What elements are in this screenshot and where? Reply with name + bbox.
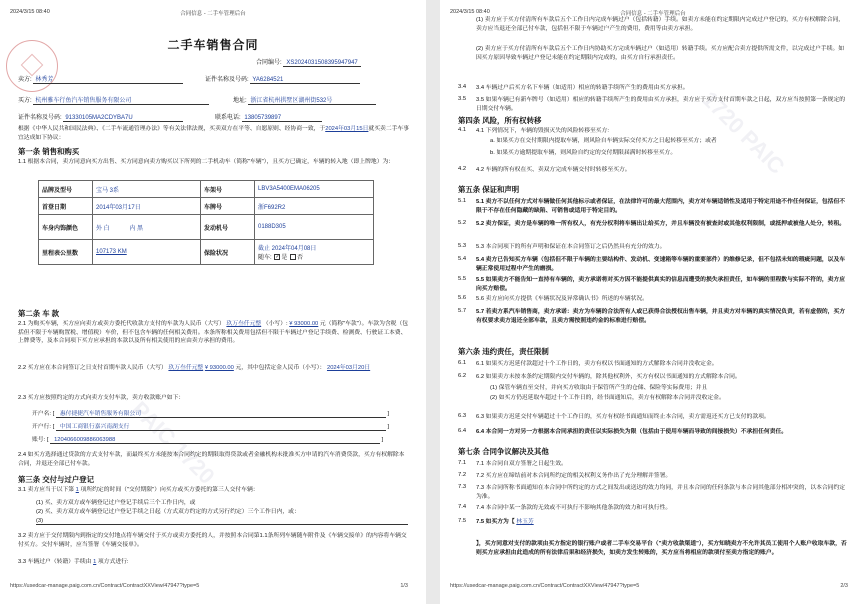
clause-3-5-num: 3.5 [458, 96, 467, 102]
clause-3-1-option-1: (1) 买、卖方双方或车辆登记过户登记手续后三个工作日内，或 [36, 500, 196, 506]
clause-6-2-a: (1) 保管车辆直至交付，并向买方收取由于保管所产生的仓储、保险等实际费用；并且 [490, 385, 708, 391]
clause-7-5-text: 7.5 如买方为【 [476, 519, 515, 525]
buyer-label: 买方: [18, 98, 32, 104]
buyer-id-label: 证件名称及号码: [18, 115, 62, 121]
clause-6-3-num: 6.3 [458, 413, 467, 419]
seller-id: YA6284521 [250, 77, 360, 84]
clause-6-4: 6.4 本合同一方对另一方根据本合同承担的责任以实际损失为限（包括由于使用车辆而导致的间接损失）不承担任何责任。 [476, 429, 788, 435]
clause-4-1-b: b. 如果买方逾期提取车辆，则风险自约定的交付期限届满时转移至买方。 [490, 150, 677, 156]
clause-2-4: 2.4 如买方选择通过贷款的方式支付车款，而最终买方未能按本合同约定的期限取得贷款或者金融机构未批准买方申请的汽车消费贷款，买方有权解除本合同，并退还全部已付车款。 [18, 452, 405, 467]
clause-5-5-num: 5.5 [458, 276, 467, 282]
insurance-yes-label: 是 [281, 255, 288, 261]
reg-date-value: 2014年03月17日 [93, 198, 201, 215]
contract-number: XS2024031508395947947 [283, 60, 360, 67]
seller-label: 卖方: [18, 77, 32, 83]
clause-7-5-name: 林玉芳 [516, 519, 534, 525]
clause-5-4: 5.4 卖方已告知买方车辆（包括但不限于车辆的主要结构件、发动机、变速箱等车辆的重要部件）的维修记录，但不包括未知的瑕疵问题，以及车辆正常使用过程中产生的磨损。 [476, 257, 846, 272]
clause-4-1-num: 4.1 [458, 127, 467, 133]
interior-color: 内 黑 [129, 225, 144, 232]
bank-account-name-row: 开户名: [ 惠付捷捷汽车销售服务有限公司 ] [32, 408, 389, 418]
clause-4-2: 4.2 车辆的所有权在买、卖双方完成车辆交付时转移至买方。 [476, 167, 631, 173]
clause-7-1: 7.1 本合同自双方签署之日起生效。 [476, 461, 567, 467]
clause-1-1: 1.1 根据本合同，卖方同意向买方出售、买方同意向卖方购买以下所列的二手机动车（简称"车辆"），且买方已确定，车辆的转入地（即上牌地）为： [18, 159, 395, 165]
reg-date-label: 首登日期 [39, 198, 93, 215]
clause-4-2-num: 4.2 [458, 166, 467, 172]
clause-2-1-amount-label: （小写）: [262, 321, 288, 327]
section-7-title: 第七条 合同争议解决及其他 [458, 447, 549, 456]
seller-row [18, 74, 360, 84]
contract-number-label: 合同编号: [256, 60, 282, 66]
section-4-title: 第四条 风险，所有权转移 [458, 116, 542, 125]
clause-3-4: 3.4 车辆过户后买方名下车辆（如适用）相应的转籍手续所产生的费用由买方承担。 [476, 85, 689, 91]
clause-3-2: 3.2 卖方应于交付期限内到指定的交付地点将车辆交付于买方或卖方委托的人，并按照本合同第1.1条所列车辆随车附件及《车辆交接单》的内容将车辆交付买方。交付车辆时，应当签署《车辆交接单》。 [18, 533, 407, 548]
clause-5-3-num: 5.3 [458, 243, 467, 249]
clause-6-1-num: 6.1 [458, 360, 467, 366]
clause-6-2-b: (2) 如买方仍迟延取车超过十个工作日的，经书面通知后，卖方有权解除本合同并没收定金。 [490, 395, 725, 401]
clause-2-1-rest: 元（简称"车款"）。车款为含税（包括但不限于车辆购置税、增值税）车价，但不包含车辆的任何相关费用。本条所称相关费用包括但不限于车辆过户登记手续费、检测费、行驶证工本费、上牌费等，及本合同项下买方应承担的本款以及所有相关使用的应由卖方承担的费用。 [18, 321, 409, 345]
clause-6-1: 6.1 如果买方迟延付款超过十个工作日的，卖方有权以书面通知的方式解除本合同并没收定金。 [476, 361, 718, 367]
section-5-title: 第五条 保证和声明 [458, 185, 520, 194]
clause-6-3: 6.3 如果卖方迟延交付车辆超过十个工作日的，买方有权经书面通知而终止本合同，卖方需返还买方已支付的款项。 [476, 414, 770, 420]
intro-date: 2024年03月15日 [325, 126, 369, 132]
mileage-value: 107173 KM [93, 240, 201, 265]
clause-5-2: 5.2 卖方保证，卖方是车辆的唯一所有权人，有充分权利将车辆出让给买方，并且车辆没有被查封或其他权利限制，或抵押或被他人处分，转租。 [476, 221, 846, 227]
clause-7-5-rest: 】，买方同意对支付的款项由买方指定的银行账户或者二手车交易平台（"卖方收款渠道"），买方知晓卖方不允许其员工使用个人账户收取车款，否则买方应承担由此造成的所有法律后果和经济损失，如卖方发生转账的，买方应当将相应的款项付至卖方指定的账户。 [476, 541, 847, 556]
mileage-label: 里程表公里数 [39, 240, 93, 265]
intro-paragraph [18, 125, 410, 142]
contract-page-2 [440, 0, 866, 604]
header-date: 2024/3/15 08:40 [10, 9, 50, 15]
clause-2-1-amount: ¥ 93000.00 [289, 321, 319, 327]
insurance-no-checkbox[interactable] [290, 254, 296, 260]
insurance-yes-checkbox[interactable]: ✓ [275, 254, 280, 261]
insurance-expire: 截止 2024年04月08日 [258, 246, 317, 252]
bank-label: 开户行: [32, 424, 52, 430]
clause-2-1 [18, 320, 410, 346]
section-1-title: 第一条 销售和购买 [18, 147, 80, 156]
clause-3-3-text: 3.3 车辆过户（转籍）手续由 [18, 559, 92, 565]
clause-4-1: 4.1 下列情况下，车辆的毁损灭失的风险转移至买方: [476, 128, 610, 134]
clause-6-4-num: 6.4 [458, 428, 467, 434]
contract-page-1 [0, 0, 426, 604]
clause-3-5: 3.5 如果车辆已有新车牌号（如适用）相应的转籍手续所产生的费用由买方承担，卖方应于买方支付首期车款之日起，双方应当按照第一条规定的日期交付车辆。 [476, 97, 846, 112]
insurance-value [255, 240, 374, 265]
page-gap [426, 0, 440, 604]
clause-5-3: 5.3 本合同项下的所有声明和保证在本合同签订之后仍然具有充分的效力。 [476, 244, 666, 250]
insurance-no-label: 否 [297, 255, 304, 261]
brand-label: 品牌及型号 [39, 181, 93, 198]
engine-label: 发动机号 [201, 215, 255, 240]
buyer-id-row [18, 112, 322, 122]
insurance-with-car [258, 252, 370, 261]
header-title: 合同信息 - 二手车管理后台 [180, 11, 246, 17]
bank-name: 中国工商银行嘉兴南湖支行 [56, 421, 386, 431]
bank-account-label: 账号: [32, 437, 46, 443]
buyer-name: 杭州雅车行鱼汽车销售服务有限公司 [33, 95, 209, 105]
clause-5-5: 5.5 如果卖方不能告知一直持有车辆的，卖方承诺将对买方因不能提供真实的信息而遭受的损失承担责任，如车辆的里程数与实际不符的，卖方应向买方赔偿。 [476, 277, 846, 292]
color-label: 车身内饰颜色 [39, 215, 93, 240]
bank-account-number: 1204066009886063988 [50, 437, 380, 444]
watermark: 1720 PAIC [697, 86, 790, 179]
clause-3-1-option-3: (3) [36, 518, 408, 525]
footer-url: https://usedcar-manage.paig.com.cn/Contract/ContractXXView/47947?type=5 [450, 583, 640, 589]
clause-2-2-rest: 元，其中包括定金人民币（小写）： [235, 365, 326, 371]
seller-name: 林秀芳 [33, 74, 183, 84]
clause-2-1-text: 2.1 为购买车辆，买方应向卖方或卖方委托代收款方支付的车款为人民币（大写） [18, 321, 225, 327]
bank-account-name: 惠付捷捷汽车销售服务有限公司 [56, 408, 386, 418]
clause-3-3-option-2: (2) 卖方应于买方付清所有车款后五个工作日内协助买方完成车辆过户（如适用）转籍手续。买方应配合卖方提供所需文件，以完成过户手续。如因买方原因导致车辆过户登记未能在约定期限内完成的，由买方自行承担责任。 [476, 46, 845, 61]
clause-2-2-amount-cn: 玖万叁仟元整 [168, 365, 204, 371]
insurance-label: 保险状况 [201, 240, 255, 265]
contract-number-row [256, 57, 361, 66]
clause-3-3-rest: 项方式进行: [97, 559, 129, 565]
engine-value: 0188D305 [255, 215, 374, 240]
clause-5-1: 5.1 卖方不以任何方式对车辆做任何其他标示或者保证，在法律许可的最大范围内，卖方对车辆适销性及适用于特定用途不作任何保证，包括但不限于不存在任何隐藏的缺陷、可销售或适用于特定目的。 [476, 199, 846, 214]
header-date: 2024/3/15 08:40 [450, 9, 490, 15]
clause-2-2-date: 2024年03月20日 [326, 365, 371, 371]
intro-end: 就买卖二手车事宜达成如下协议： [18, 126, 410, 141]
brand-value: 宝马 3系 [93, 181, 201, 198]
bank-account-row: 账号: [ 1204066009886063988 ] [32, 437, 384, 443]
clause-2-1-amount-cn: 玖万叁仟元整 [226, 321, 262, 327]
section-6-title: 第六条 违约责任，责任限制 [458, 347, 549, 356]
address-label: 地址: [233, 98, 247, 104]
clause-7-5-num: 7.5 [458, 518, 467, 524]
clause-2-2 [18, 364, 410, 373]
insurance-with-label: 随车: [258, 255, 272, 261]
clause-4-1-a: a. 如果买方在交付期限内提取车辆，则风险自车辆实际交付买方之日起转移至买方；或者 [490, 138, 717, 144]
seller-id-label: 证件名称及号码: [205, 77, 249, 83]
clause-7-2: 7.2 买方应在缔结前对本合同所约定的相关权利义务作出了充分理解并签署。 [476, 473, 672, 479]
plate-label: 车牌号 [201, 198, 255, 215]
clause-7-3-num: 7.3 [458, 484, 467, 490]
clause-2-3: 2.3 买方应按照约定的方式向卖方支付车款，卖方收款账户如下： [18, 395, 185, 401]
clause-3-1-option-2: (2) 买、卖方双方或车辆登记过户登记手续之日起（方式双方约定的方式另行约定）三个工作日内，或： [36, 509, 300, 515]
clause-5-4-num: 5.4 [458, 256, 467, 262]
clause-3-1-value: 1 [75, 487, 79, 493]
exterior-color: 外 白 [96, 225, 110, 232]
clause-5-7: 5.7 若卖方系汽车销售商，卖方承诺：卖方为车辆的合法所有人或已获得合法授权出售车辆，并且卖方对车辆的真实情况负责，若有虚假的，买方有权要求卖方退还全部车款，且卖方需按照违约金的标准进行赔偿。 [476, 309, 846, 324]
vin-label: 车架号 [201, 181, 255, 198]
header-title: 合同信息 - 二手车管理后台 [620, 11, 686, 17]
clause-2-2-text: 2.2 买方应在本合同签订之日支付首期车款人民币（大写） [18, 365, 167, 371]
clause-5-6: 5.6 卖方应向买方提供《车辆状况及异常确认书》所述的车辆状况。 [476, 296, 648, 302]
clause-3-1-text: 3.1 卖方应当于以下第 [18, 487, 75, 493]
clause-6-2: 6.2 如果卖方未按本条约定期限内交付车辆的，除其他权利外，买方有权以书面通知的方式解除本合同。 [476, 374, 741, 380]
clause-2-2-amount: ¥ 93000.00 [204, 365, 234, 371]
vin-value: LBV3A5400EMA06205 [255, 181, 374, 198]
footer-page-number: 2/3 [840, 583, 848, 589]
clause-7-4: 7.4 本合同中某一条款的无效或不可执行不影响其他条款的效力和可执行性。 [476, 505, 672, 511]
clause-3-1 [18, 486, 410, 495]
clause-5-1-num: 5.1 [458, 198, 467, 204]
footer-page-number: 1/3 [400, 583, 408, 589]
clause-5-2-num: 5.2 [458, 220, 467, 226]
buyer-address: 浙江省杭州拱墅区湖州街532号 [248, 95, 376, 105]
phone-label: 联系电话: [215, 115, 241, 121]
clause-3-3 [18, 558, 410, 567]
document-title: 二手车销售合同 [167, 38, 259, 52]
phone: 13805739897 [242, 115, 322, 122]
intro-text: 根据《中华人民共和国民法典》、《二手车流通管理办法》等有关法律法规，买卖双方在平等、自愿原则、经协商一致，于 [18, 126, 326, 132]
section-2-title: 第二条 车 款 [18, 309, 60, 318]
buyer-id: 91330105MA2CDYBA7U [63, 115, 183, 122]
clause-7-2-num: 7.2 [458, 472, 467, 478]
clause-6-2-num: 6.2 [458, 373, 467, 379]
watermark: PAIC 1720 [127, 396, 220, 489]
clause-3-3-value: 1 [93, 559, 97, 565]
clause-7-4-num: 7.4 [458, 504, 467, 510]
buyer-row [18, 95, 376, 105]
color-value [93, 215, 201, 240]
clause-3-3-option-1: (1) 卖方应于买方付清所有车款后五个工作日内完成车辆过户（包括转籍）手续。如卖方未能在约定期限内完成过户登记的，买方有权解除合同，卖方应当退还全部已付车款，包括但不限于车辆过户产生的费用，费用等由卖方承担。 [476, 17, 845, 32]
clause-3-1-rest: 项所约定的时间（"交付期限"）向买方或买方委托的第三人交付车辆： [80, 487, 259, 493]
footer-url: https://usedcar-manage.paig.com.cn/Contract/ContractXXView/47947?type=5 [10, 583, 200, 589]
clause-7-3: 7.3 本合同所称书面通知在本合同中所约定的方式之间发出或送达的效力均同，并且本合同的任何条款与本合同其他部分相冲突的，以本合同约定为准。 [476, 485, 846, 500]
vehicle-info-table [38, 180, 374, 265]
plate-value: 浙F692R2 [255, 198, 374, 215]
clause-7-5 [476, 518, 848, 527]
section-3-title: 第三条 交付与过户登记 [18, 475, 94, 484]
bank-account-name-label: 开户名: [32, 411, 52, 417]
clause-7-1-num: 7.1 [458, 460, 467, 466]
clause-5-7-num: 5.7 [458, 308, 467, 314]
clause-5-6-num: 5.6 [458, 295, 467, 301]
bank-row: 开户行: [ 中国工商银行嘉兴南湖支行 ] [32, 421, 389, 431]
clause-3-4-num: 3.4 [458, 84, 467, 90]
